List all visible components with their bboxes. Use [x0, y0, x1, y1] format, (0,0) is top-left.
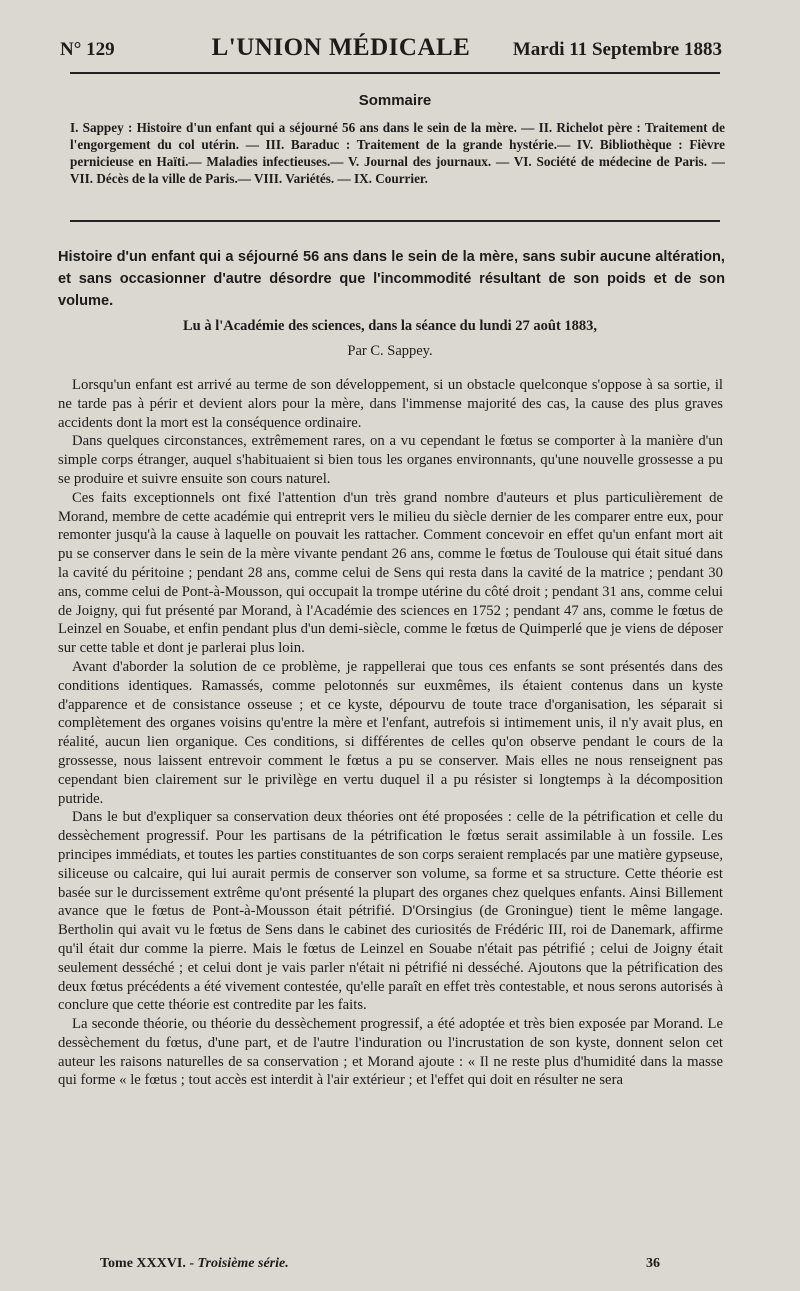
footer-serie: Troisième série. — [197, 1256, 289, 1271]
paragraph: Ces faits exceptionnels ont fixé l'attention d'un très grand nombre d'auteurs et plus particulièrement de Morand, membre de cette académie qui entreprit vers le milieu du siècle dernier de les comparer entre eux, pour remonter jusqu'à la cause à laquelle on pouvait les rattacher. Comment concevoir en effet qu'un enfant mort ait pu se conserver dans le sein de la mère vivante pendant 26 ans, comme le fœtus de Toulouse qui était situé dans la cavité du péritoine ; pendant 28 ans, comme celui de Sens qui resta dans la cavité de la matrice ; pendant 30 ans, comme celui de Pont-à-Mousson, qui occupait la trompe utérine du côté droit ; pendant 31 ans, comme celui de Joigny, qui fut présenté par Morand, à l'Académie des sciences en 1752 ; pendant 47 ans, comme le fœtus de Leinzel en Souabe, et enfin pendant plus d'un demi-siècle, comme le fœtus de Quimperlé que je viens de déposer sur cette table et dont je parlerai plus loin. — [58, 489, 723, 657]
sommaire-text: I. Sappey : Histoire d'un enfant qui a séjourné 56 ans dans le sein de la mère. — II. Richelot père : Traitement de l'engorgement du col utérin. — III. Baraduc : Traitement de la grande hystérie.— IV. Bibliothèque : Fièvre pernicieuse en Haïti.— Maladies infectieuses.— V. Journal des journaux. — VI. Société de médecine de Paris. — VII. Décès de la ville de Paris.— VIII. Variétés. — IX. Courrier. — [70, 120, 725, 186]
page-number: 36 — [646, 1256, 660, 1271]
header-rule — [70, 72, 720, 74]
page-footer — [100, 1256, 660, 1272]
paragraph: Lorsqu'un enfant est arrivé au terme de son développement, si un obstacle quelconque s'oppose à sa sortie, il ne tarde pas à périr et devient alors pour la mère, dans l'immense majorité des cas, la cause des plus graves accidents dont la mort est la conséquence ordinaire. — [58, 377, 723, 431]
sommaire-contents — [70, 119, 725, 187]
article-read-at: Lu à l'Académie des sciences, dans la séance du lundi 27 août 1883, — [182, 318, 598, 334]
paragraph: La seconde théorie, ou théorie du dessèchement progressif, a été adoptée et très bien exposée par Morand. Le dessèchement du fœtus, d'une part, et de l'autre l'induration ou l'incrustation de son kyste, donnent selon cet auteur les raisons naturelles de sa conservation ; et Morand ajoute : « Il ne reste plus d'humidité dans la masse qui forme « le fœtus ; tout accès est interdit à l'air extérieur ; et l'effet qui doit en résulter ne sera — [58, 1016, 723, 1089]
journal-title: L'UNION MÉDICALE — [211, 34, 471, 61]
article-title — [58, 246, 725, 312]
footer-tome: Tome XXXVI. - — [100, 1256, 198, 1271]
sommaire-title: Sommaire — [358, 92, 432, 109]
paragraph: Dans quelques circonstances, extrêmement rares, on a vu cependant le fœtus se comporter à la manière d'un simple corps étranger, auquel s'habituaient si bien tous les organes environnants, qu'une nouvelle grossesse a pu se produire et suivre ensuite son cours naturel. — [58, 433, 723, 487]
article-author: Par C. Sappey. — [347, 343, 433, 359]
section-rule — [70, 220, 720, 222]
issue-date: Mardi 11 Septembre 1883 — [512, 39, 722, 60]
article-title-text: Histoire d'un enfant qui a séjourné 56 ans dans le sein de la mère, sans subir aucune altération, et sans occasionner d'autre désordre que l'incommodité résultant de son poids et de son volume. — [58, 249, 725, 309]
page-header — [60, 34, 722, 66]
paragraph: Dans le but d'expliquer sa conservation deux théories ont été proposées : celle de la pétrification et celle du dessèchement progressif. Pour les partisans de la pétrification le fœtus serait assimilable à un fossile. Les principes immédiats, et toutes les parties constituantes de son corps seraient remplacés par une matière gypseuse, siliceuse ou calcaire, qui lui aurait permis de conserver son volume, sa forme et sa structure. Cette théorie est basée sur le durcissement extrême qu'ont présenté la plupart des organes chez quelques enfants. Ainsi Billement avance que le fœtus de Pont-à-Mousson était pétrifié. D'Orsingius (de Groningue) tient le même langage. Bertholin qui avait vu le fœtus de Sens dans le cabinet des curiosités de Frédéric III, roi de Danemark, affirme qu'il était dur comme la pierre. Mais le fœtus de Leinzel en Souabe n'était pas pétrifié ; celui de Joigny était seulement desséché ; et celui dont je vais parler n'était ni pétrifié ni desséché. Ajoutons que la pétrification des deux fœtus précédents a été vivement contestée, qu'elle paraît en effet très contestable, et nous serons autorisés à conclure que cette théorie est contredite par les faits. — [58, 809, 723, 1014]
footer-volume — [100, 1256, 289, 1272]
issue-number: N° 129 — [60, 39, 115, 60]
article-body — [58, 376, 723, 1090]
paragraph: Avant d'aborder la solution de ce problème, je rappellerai que tous ces enfants se sont présentés dans des conditions identiques. Ramassés, comme pelotonnés sur euxmêmes, ils étaient contenus dans un kyste d'apparence et de consistance osseuse ; et ce kyste, dépourvu de toute trace d'organisation, les séparait si complètement des organes voisins qu'entre la mère et l'enfant, autrefois si intimement unis, il n'y avait plus, en réalité, aucun lien organique. Ces conditions, si différentes de celles qu'on observe pendant le cours de la grossesse, nous laissent entrevoir comment le fœtus a pu se conserver. Mais elles ne nous renseignent pas cependant bien clairement sur le privilège en vertu duquel il a pu résister si longtemps à la décomposition putride. — [58, 658, 723, 807]
